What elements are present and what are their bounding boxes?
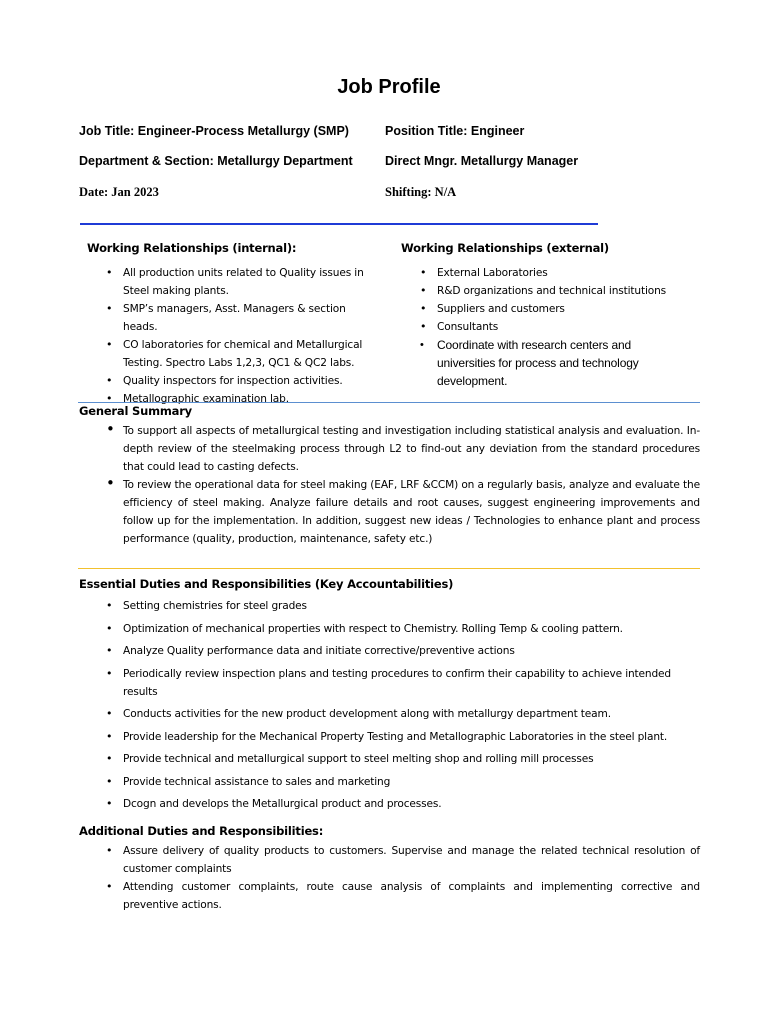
list-item: • Provide technical and metallurgical support to steel melting shop and rolling mill processes: [123, 750, 683, 768]
list-item: • To review the operational data for steel making (EAF, LRF &CCM) on a regularly basis, analyze and evaluate the efficiency of steel making. Analyze failure details and root causes, suggest engineering improvements and follow up for the implementation. In addition, suggest new ideas / Technologies to enhance plant and process performance (quality, production, maintenance, safety etc.): [123, 476, 700, 548]
list-item: • Conducts activities for the new product development along with metallurgy department team.: [123, 705, 683, 723]
list-item: • Metallographic examination lab.: [123, 390, 373, 408]
list-item: • SMP’s managers, Asst. Managers & section heads.: [123, 300, 373, 336]
list-item: • Analyze Quality performance data and initiate corrective/preventive actions: [123, 642, 683, 660]
general-summary-heading: General Summary: [79, 404, 192, 418]
list-item: • Attending customer complaints, route cause analysis of complaints and implementing corrective and preventive actions.: [123, 878, 700, 914]
list-item: • All production units related to Quality issues in Steel making plants.: [123, 264, 373, 300]
shifting: Shifting: N/A: [385, 185, 457, 199]
divider-light-blue: [78, 402, 700, 403]
list-item: • Suppliers and customers: [437, 300, 677, 318]
list-item: • To support all aspects of metallurgical testing and investigation including statistical analysis and evaluation. In-depth review of the steelmaking process through L2 to find-out any deviation from the standard procedures that could lead to casting defects.: [123, 422, 700, 476]
list-item: • Assure delivery of quality products to customers. Supervise and manage the related technical resolution of customer complaints: [123, 842, 700, 878]
direct-manager: Direct Mngr. Metallurgy Manager: [385, 154, 579, 168]
divider-gold: [78, 568, 700, 569]
external-relationships-heading: Working Relationships (external): [401, 241, 609, 255]
list-item: • CO laboratories for chemical and Metallurgical Testing. Spectro Labs 1,2,3, QC1 & QC2 labs.: [123, 336, 373, 372]
department-section: Department & Section: Metallurgy Department: [79, 154, 353, 168]
additional-duties-list: [123, 842, 700, 914]
list-item: • Consultants: [437, 318, 677, 336]
list-item: • Setting chemistries for steel grades: [123, 597, 683, 615]
additional-duties-heading: Additional Duties and Responsibilities:: [79, 824, 324, 838]
list-item: • Coordinate with research centers and universities for process and technology development.: [437, 336, 677, 390]
list-item: • Provide leadership for the Mechanical Property Testing and Metallographic Laboratories in the steel plant.: [123, 728, 683, 746]
external-relationships-list: [437, 264, 677, 390]
job-title: Job Title: Engineer-Process Metallurgy (SMP): [79, 124, 349, 138]
list-item: • Provide technical assistance to sales and marketing: [123, 773, 683, 791]
essential-duties-heading: Essential Duties and Responsibilities (Key Accountabilities): [79, 577, 454, 591]
general-summary-list: [123, 422, 700, 548]
page-title: Job Profile: [337, 76, 441, 98]
list-item: • External Laboratories: [437, 264, 677, 282]
position-title: Position Title: Engineer: [385, 124, 525, 138]
list-item: • Quality inspectors for inspection activities.: [123, 372, 373, 390]
essential-duties-list: [123, 597, 683, 818]
internal-relationships-heading: Working Relationships (internal):: [87, 241, 297, 255]
divider-blue: [80, 223, 598, 225]
list-item: • R&D organizations and technical institutions: [437, 282, 677, 300]
internal-relationships-list: [123, 264, 373, 408]
list-item: • Dcogn and develops the Metallurgical product and processes.: [123, 795, 683, 813]
list-item: • Optimization of mechanical properties with respect to Chemistry. Rolling Temp & cooling pattern.: [123, 620, 683, 638]
date: Date: Jan 2023: [79, 185, 159, 199]
list-item: • Periodically review inspection plans and testing procedures to confirm their capability to achieve intended results: [123, 665, 683, 701]
